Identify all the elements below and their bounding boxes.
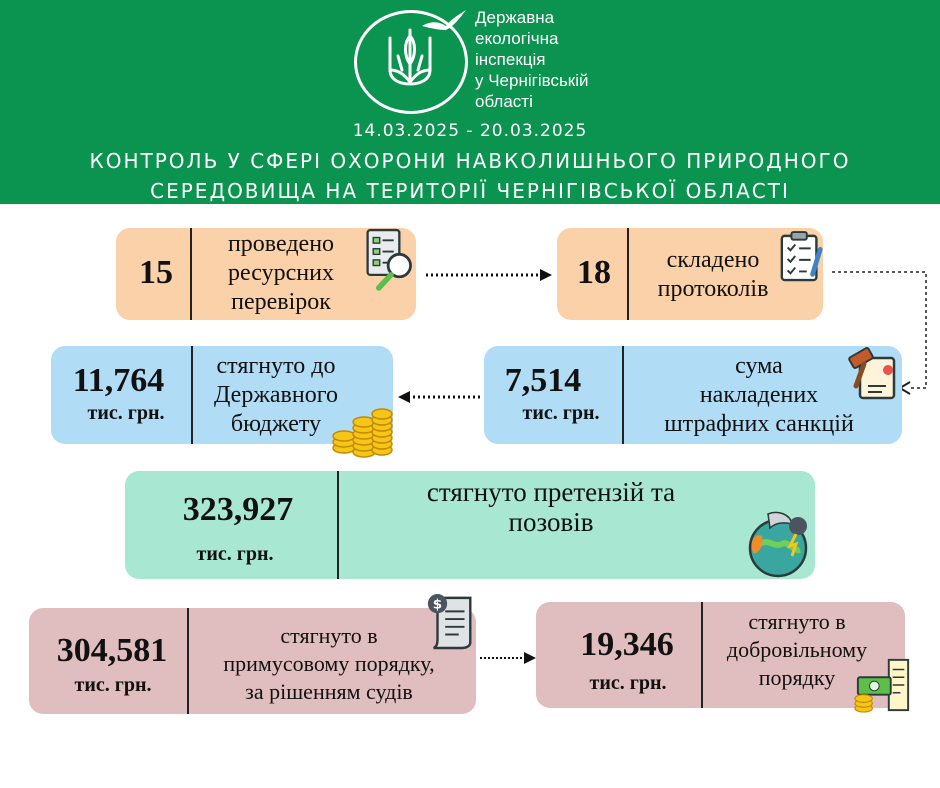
inspections-text: проведено ресурсних перевірок <box>227 231 335 315</box>
claims-unit: тис. грн. <box>196 543 274 565</box>
voluntary-unit: тис. грн. <box>589 672 667 694</box>
voluntary-payment-card <box>536 602 905 708</box>
budget-text: стягнуто до Державного бюджету <box>214 353 338 437</box>
divider <box>337 471 339 579</box>
fines-text: сума накладених штрафних санкцій <box>664 353 854 437</box>
gavel-document-icon <box>846 346 902 400</box>
page-title: КОНТРОЛЬ У СФЕРІ ОХОРОНИ НАВКОЛИШНЬОГО ПРИРОДНОГО СЕРЕДОВИЩА НА ТЕРИТОРІЇ ЧЕРНІГІВСЬКОЇ ОБЛАСТІ <box>89 149 851 203</box>
arrow-right-connector <box>424 268 554 282</box>
forced-text: стягнуто в примусовому порядку, за рішенням судів <box>223 623 435 704</box>
checklist-magnifier-icon <box>362 224 418 294</box>
fines-value: 7,514 <box>504 362 582 399</box>
protocols-text: складено протоколів <box>657 247 769 302</box>
dollar-receipt-icon <box>424 592 478 650</box>
report-dates: 14.03.2025 - 20.03.2025 <box>352 121 588 141</box>
coins-stack-icon <box>330 400 394 460</box>
protocols-value: 18 <box>577 254 611 291</box>
claims-card <box>125 471 815 579</box>
bird-icon <box>420 8 468 34</box>
budget-value: 11,764 <box>72 362 165 399</box>
clipboard-checklist-icon <box>778 230 826 284</box>
voluntary-text: стягнуто в добровільному порядку <box>726 609 868 690</box>
cash-receipt-icon <box>852 656 914 714</box>
claims-text: стягнуто претензій та позовів <box>426 477 676 537</box>
earth-disaster-icon <box>740 508 816 580</box>
inspections-value: 15 <box>139 254 173 291</box>
forced-unit: тис. грн. <box>74 674 152 696</box>
header-banner <box>0 0 940 204</box>
voluntary-value: 19,346 <box>580 626 674 663</box>
fines-card <box>484 346 902 444</box>
budget-unit: тис. грн. <box>87 402 165 424</box>
forced-value: 304,581 <box>56 632 168 669</box>
claims-value: 323,927 <box>182 491 294 528</box>
divider <box>627 228 629 320</box>
svg-text:$: $ <box>432 596 443 613</box>
arrow-right-connector <box>478 651 538 665</box>
arrow-left-connector <box>396 390 482 404</box>
organization-name: Державна екологічна інспекція у Чернігівській області <box>475 8 589 111</box>
fines-unit: тис. грн. <box>522 402 600 424</box>
trident-emblem-icon <box>380 26 440 92</box>
divider <box>187 608 189 714</box>
forced-collection-card <box>29 608 476 714</box>
divider <box>190 228 192 320</box>
